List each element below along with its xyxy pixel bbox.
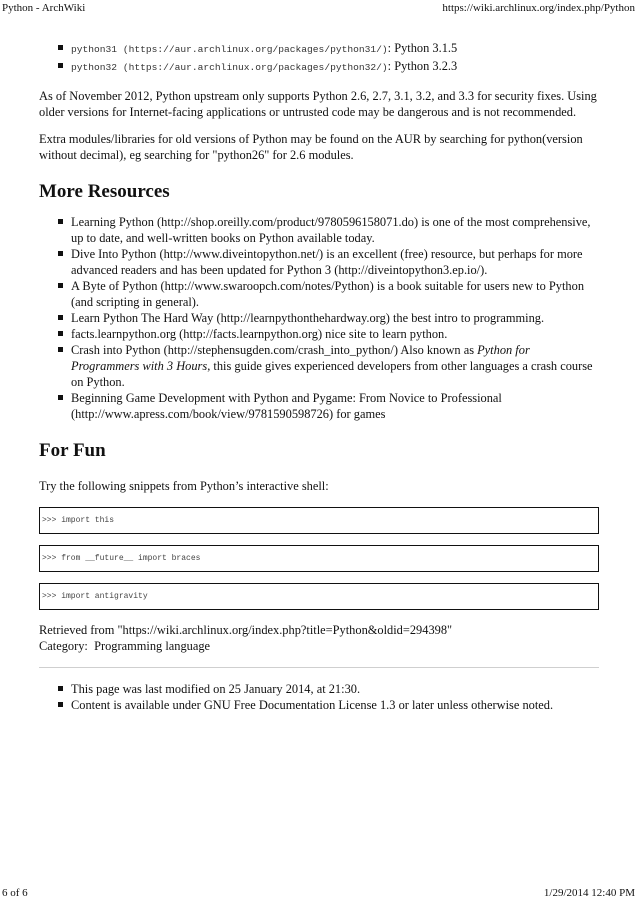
list-item — [39, 58, 599, 76]
category-line — [39, 638, 599, 654]
more-resources-heading: More Resources — [39, 181, 170, 202]
package-version: : Python 3.1.5 — [387, 41, 458, 55]
header-url: https://wiki.archlinux.org/index.php/Python — [442, 2, 635, 14]
for-fun-heading: For Fun — [39, 440, 106, 461]
list-item[interactable]: Learning Python (http://shop.oreilly.com/product/9780596158071.do) is one of the most comprehensive, up to date, and well-written books on Python available today. — [39, 214, 599, 246]
code-snippet: >>> import this — [39, 507, 599, 534]
aur-package-list — [39, 40, 599, 76]
crash-text-after: , this guide gives experienced developers from other languages a crash course on Python. — [71, 359, 593, 389]
header-title: Python - ArchWiki — [2, 2, 86, 14]
code-snippet: >>> from __future__ import braces — [39, 545, 599, 572]
for-fun-intro: Try the following snippets from Python’s interactive shell: — [39, 479, 329, 493]
list-item[interactable] — [39, 342, 599, 390]
page-content — [39, 40, 599, 713]
list-item[interactable]: Dive Into Python (http://www.diveintopython.net/) is an excellent (free) resource, but perhaps for more advanced readers and has been updated for Python 3 (http://diveintopython3.ep.io/). — [39, 246, 599, 278]
list-item[interactable]: A Byte of Python (http://www.swaroopch.com/notes/Python) is a book suitable for users new to Python (and scripting in general). — [39, 278, 599, 310]
package-version: : Python 3.2.3 — [387, 59, 458, 73]
crash-italic-title: Python for Programmers with 3 Hours — [71, 343, 530, 373]
aur-package-link[interactable]: python31 (https://aur.archlinux.org/packages/python31/) — [71, 44, 388, 55]
category-link[interactable]: Programming language — [94, 639, 211, 653]
old-modules-paragraph: Extra modules/libraries for old versions of Python may be found on the AUR by searching for python(version without decimal), eg searching for "python26" for 2.6 modules. — [39, 132, 583, 162]
code-snippet: >>> import antigravity — [39, 583, 599, 610]
list-item: Content is available under GNU Free Documentation License 1.3 or later unless otherwise noted. — [39, 697, 599, 713]
divider — [39, 667, 599, 668]
list-item[interactable]: Beginning Game Development with Python and Pygame: From Novice to Professional (http://www.apress.com/book/view/9781590598726) for games — [39, 390, 599, 422]
list-item: This page was last modified on 25 January 2014, at 21:30. — [39, 681, 599, 697]
category-label: Category: — [39, 639, 88, 653]
retrieved-from: Retrieved from "https://wiki.archlinux.org/index.php?title=Python&oldid=294398" — [39, 623, 453, 637]
print-datetime: 1/29/2014 12:40 PM — [543, 887, 635, 899]
list-item[interactable]: Learn Python The Hard Way (http://learnpythonthehardway.org) the best intro to programming. — [39, 310, 599, 326]
list-item — [39, 40, 599, 58]
crash-text-before: Crash into Python (http://stephensugden.com/crash_into_python/) Also known as — [71, 343, 478, 357]
resources-list — [39, 214, 599, 422]
footer-info-list — [39, 681, 599, 713]
page-number: 6 of 6 — [2, 887, 28, 899]
aur-package-link[interactable]: python32 (https://aur.archlinux.org/packages/python32/) — [71, 62, 388, 73]
list-item[interactable]: facts.learnpython.org (http://facts.learnpython.org) nice site to learn python. — [39, 326, 599, 342]
security-paragraph: As of November 2012, Python upstream only supports Python 2.6, 2.7, 3.1, 3.2, and 3.3 for security fixes. Using older versions for Internet-facing applications or untrusted code may be dangerous and is not recommended. — [39, 89, 597, 119]
